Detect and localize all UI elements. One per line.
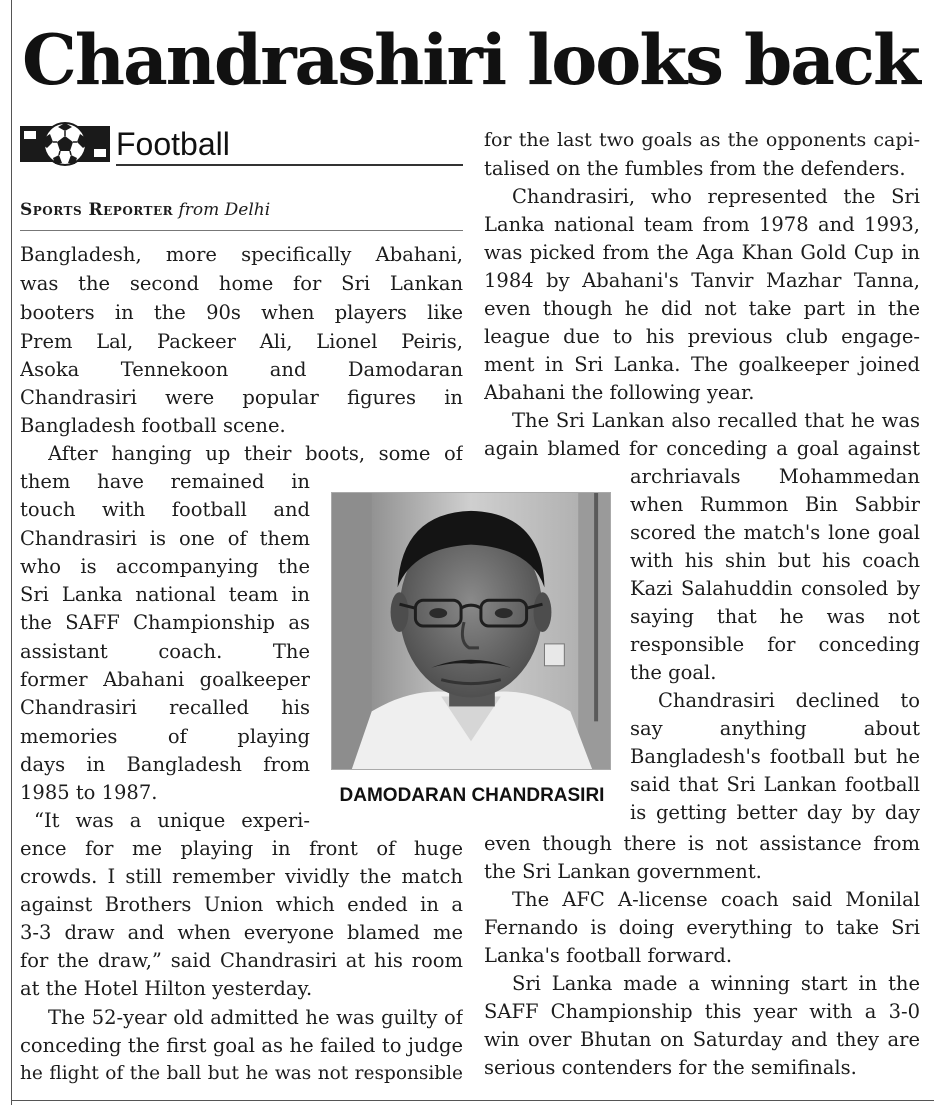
body-line: even though there is not assistance from	[484, 832, 920, 855]
body-line: Chandrasiri recalled his	[20, 696, 310, 719]
page-bottom-border	[11, 1100, 934, 1101]
body-line: even though he did not take part in the	[484, 297, 920, 320]
byline-reporter: Sports Reporter	[20, 200, 174, 220]
portrait-photo	[331, 492, 611, 770]
portrait-image	[332, 493, 610, 769]
body-line: 1984 by Abahani's Tanvir Mazhar Tanna,	[484, 269, 920, 292]
body-line: for the draw,” said Chandrasiri at his room	[20, 949, 463, 972]
football-icon	[20, 122, 110, 166]
body-line: say anything about	[630, 717, 920, 740]
body-line: for the last two goals as the opponents capi-	[484, 129, 920, 151]
body-line: responsible for conceding	[630, 633, 920, 656]
body-line: them have remained in	[20, 470, 310, 493]
byline-rule	[20, 230, 463, 231]
page-left-border	[11, 0, 12, 1105]
body-line: saying that he was not	[630, 605, 920, 628]
body-line: talised on the fumbles from the defenders.	[484, 157, 906, 180]
body-line: Abahani the following year.	[484, 381, 755, 404]
body-line: Chandrasiri were popular figures in	[20, 386, 463, 409]
body-line: the Sri Lankan government.	[484, 860, 762, 883]
body-line: former Abahani goalkeeper	[20, 668, 310, 691]
body-line: booters in the 90s when players like	[20, 301, 463, 324]
body-line: who is accompanying the	[20, 555, 310, 578]
body-line: league due to his previous club engage-	[484, 325, 920, 348]
body-line: The 52-year old admitted he was guilty of	[48, 1006, 463, 1029]
body-line: Lanka national team from 1978 and 1993,	[484, 213, 920, 236]
body-line: ence for me playing in front of huge	[20, 837, 463, 860]
body-line: ment in Sri Lanka. The goalkeeper joined	[484, 353, 920, 376]
body-line: memories of playing	[20, 725, 310, 748]
body-line: he flight of the ball but he was not responsible	[20, 1063, 463, 1084]
section-label: Football	[116, 126, 230, 162]
body-line: Sri Lanka national team in	[20, 583, 310, 606]
body-line: at the Hotel Hilton yesterday.	[20, 977, 313, 1000]
body-line: The Sri Lankan also recalled that he was	[512, 409, 920, 432]
section-header	[20, 122, 463, 168]
body-line: “It was a unique experi-	[34, 809, 310, 832]
body-line: scored the match's lone goal	[630, 521, 920, 544]
body-line: conceding the first goal as he failed to judge	[20, 1034, 463, 1057]
body-line: The AFC A-license coach said Monilal	[512, 888, 920, 911]
body-line: against Brothers Union which ended in a	[20, 893, 463, 916]
body-line: Kazi Salahuddin consoled by	[630, 577, 920, 600]
body-line: is getting better day by day	[630, 801, 920, 824]
byline	[20, 198, 270, 222]
body-line: touch with football and	[20, 498, 310, 521]
body-line: archriavals Mohammedan	[630, 465, 920, 488]
body-line: Chandrasiri declined to	[658, 689, 920, 712]
body-line: said that Sri Lankan football	[630, 773, 920, 796]
body-line: days in Bangladesh from	[20, 753, 310, 776]
body-line: Prem Lal, Packeer Ali, Lionel Peiris,	[20, 330, 463, 353]
body-line: Bangladesh's football but he	[630, 745, 920, 768]
body-line: when Rummon Bin Sabbir	[630, 493, 920, 516]
body-line: assistant coach. The	[20, 640, 310, 663]
body-line: 1985 to 1987.	[20, 781, 158, 804]
body-line: Fernando is doing everything to take Sri	[484, 916, 920, 939]
body-line: was picked from the Aga Khan Gold Cup in	[484, 241, 920, 264]
photo-caption: DAMODARAN CHANDRASIRI	[339, 785, 605, 806]
byline-location: from Delhi	[178, 200, 271, 220]
body-line: SAFF Championship this year with a 3-0	[484, 1000, 920, 1023]
headline: Chandrashiri looks back	[22, 20, 919, 101]
body-line: Bangladesh football scene.	[20, 414, 286, 437]
body-line: win over Bhutan on Saturday and they are	[484, 1028, 920, 1051]
body-line: again blamed for conceding a goal against	[484, 437, 920, 460]
body-line: Chandrasiri is one of them	[20, 527, 310, 550]
body-line: crowds. I still remember vividly the match	[20, 865, 463, 888]
body-line: Sri Lanka made a winning start in the	[512, 972, 920, 995]
body-line: 3-3 draw and when everyone blamed me	[20, 921, 463, 944]
body-line: was the second home for Sri Lankan	[20, 272, 463, 295]
body-line: After hanging up their boots, some of	[48, 442, 463, 465]
body-line: the SAFF Championship as	[20, 611, 310, 634]
body-line: serious contenders for the semifinals.	[484, 1056, 857, 1079]
body-line: Bangladesh, more specifically Abahani,	[20, 243, 463, 266]
section-rule	[116, 164, 463, 166]
body-line: Chandrasiri, who represented the Sri	[512, 185, 920, 208]
body-line: the goal.	[630, 661, 717, 684]
body-line: Lanka's football forward.	[484, 944, 733, 967]
body-line: with his shin but his coach	[630, 549, 920, 572]
body-line: Asoka Tennekoon and Damodaran	[20, 358, 463, 381]
